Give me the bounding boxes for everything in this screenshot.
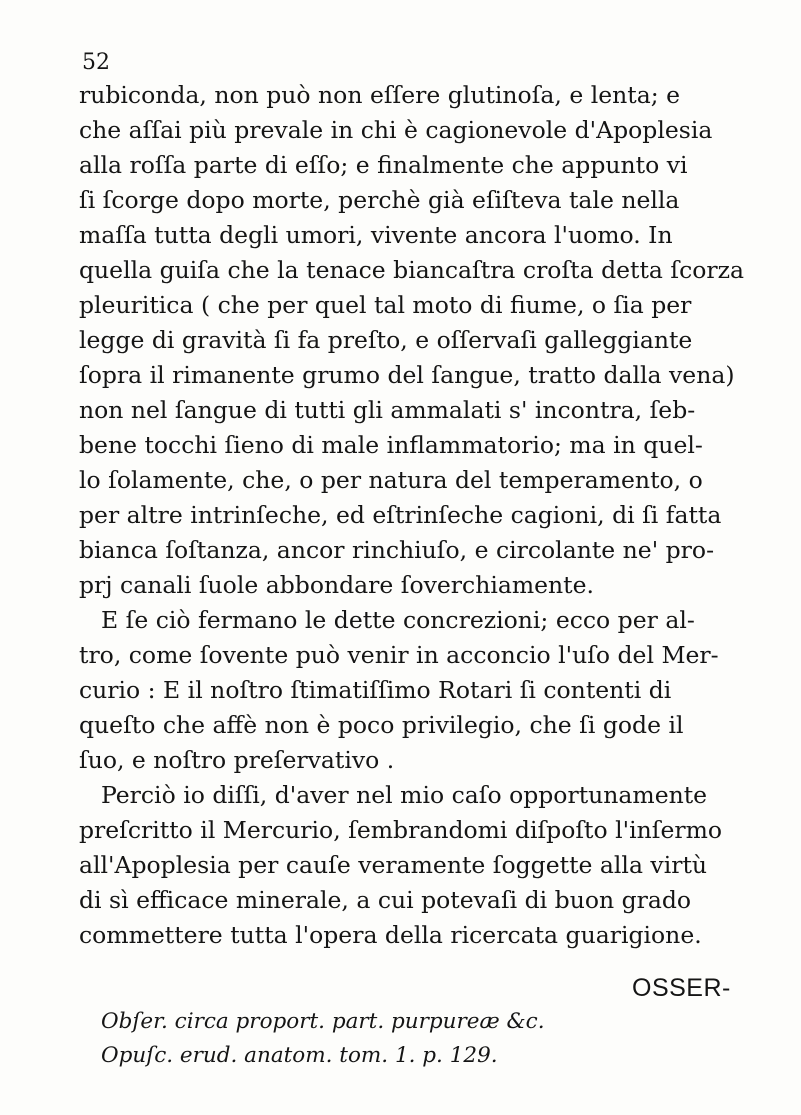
page-number: 52 — [82, 50, 110, 75]
text-line: queſto che affè non è poco privilegio, che ſi gode il — [79, 711, 684, 739]
text-line: bianca ſoſtanza, ancor rinchiuſo, e circolante ne' pro- — [79, 536, 715, 564]
text-line: ſi ſcorge dopo morte, perchè già eſiſteva tale nella — [79, 186, 680, 214]
text-line: commettere tutta l'opera della ricercata guarigione. — [79, 921, 702, 949]
text-line: legge di gravità ſi fa preſto, e oſſervaſi galleggiante — [79, 326, 693, 354]
text-line: ſopra il rimanente grumo del ſangue, tratto dalla vena) — [79, 361, 735, 389]
catchword: OSSER- — [632, 974, 731, 1002]
text-line: E ſe ciò fermano le dette concrezioni; ecco per al- — [101, 606, 695, 634]
text-line: per altre intrinſeche, ed eſtrinſeche cagioni, di ſi fatta — [79, 501, 722, 529]
text-line: prj canali ſuole abbondare ſoverchiamente. — [79, 571, 595, 599]
text-line: Perciò io diſſi, d'aver nel mio caſo opportunamente — [101, 781, 708, 809]
text-line: ſuo, e noſtro preſervativo . — [79, 746, 395, 774]
footnotes — [101, 1005, 741, 1073]
text-line: quella guiſa che la tenace biancaſtra croſta detta ſcorza — [79, 256, 745, 284]
footnote: Obſer. circa proport. part. purpureæ &c. — [101, 1009, 545, 1034]
text-line: preſcritto il Mercurio, ſembrandomi diſpoſto l'inſermo — [79, 816, 723, 844]
text-line: di sì efficace minerale, a cui potevaſi di buon grado — [79, 886, 692, 914]
text-line: all'Apoplesia per cauſe veramente ſoggette alla virtù — [79, 851, 708, 879]
body-text — [79, 78, 745, 953]
text-line: pleuritica ( che per quel tal moto di fiume, o ſia per — [79, 291, 692, 319]
text-line: tro, come ſovente può venir in acconcio l'uſo del Mer- — [79, 641, 719, 669]
text-line: non nel ſangue di tutti gli ammalati s' incontra, ſeb- — [79, 396, 696, 424]
footnote: Opuſc. erud. anatom. tom. 1. p. 129. — [101, 1043, 498, 1068]
text-line: maſſa tutta degli umori, vivente ancora l'uomo. In — [79, 221, 673, 249]
text-line: alla roſſa parte di eſſo; e finalmente che appunto vi — [79, 151, 688, 179]
text-line: che aſſai più prevale in chi è cagionevole d'Apoplesia — [79, 116, 713, 144]
text-line: curio : E il noſtro ſtimatiſſimo Rotari ſi contenti di — [79, 676, 672, 704]
text-line: lo ſolamente, che, o per natura del temperamento, o — [79, 466, 703, 494]
text-line: rubiconda, non può non eſſere glutinoſa, e lenta; e — [79, 81, 681, 109]
text-line: bene tocchi ſieno di male inflammatorio; ma in quel- — [79, 431, 703, 459]
